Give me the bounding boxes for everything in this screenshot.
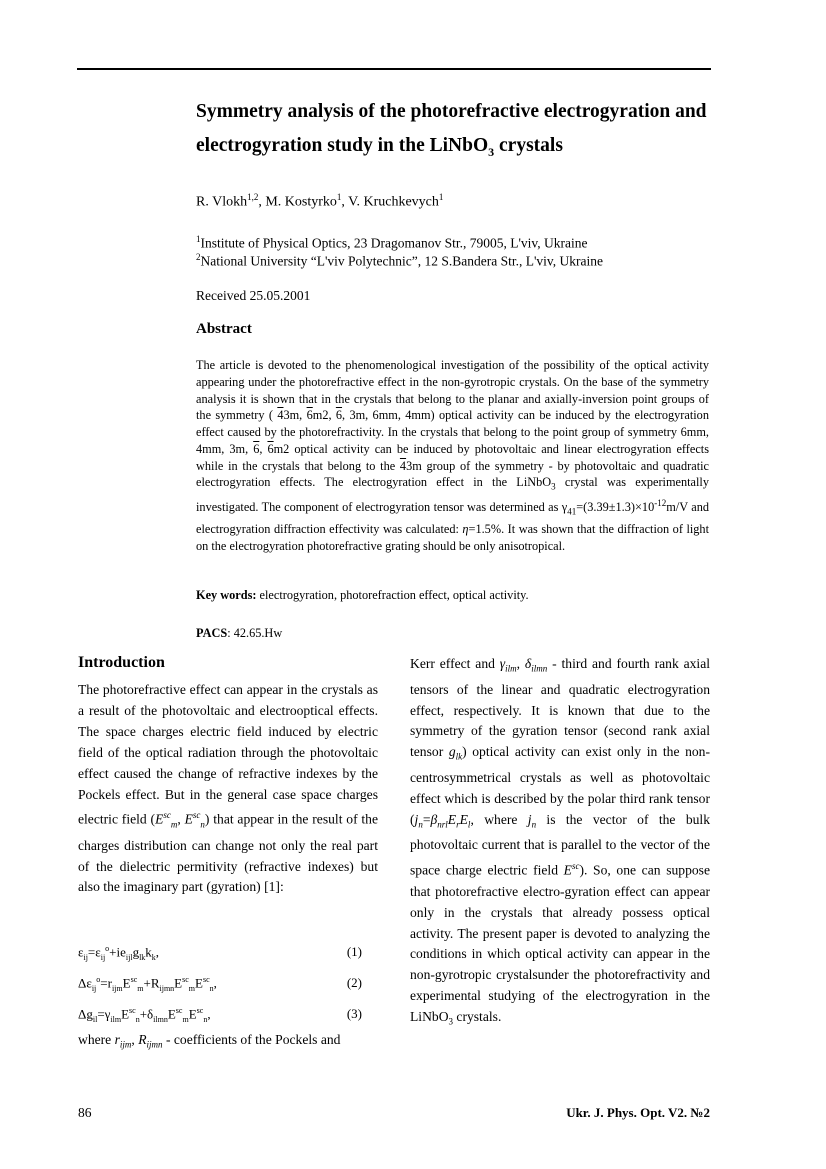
paper-title: Symmetry analysis of the photorefractive electrogyration and electrogyration study in the LiNbO$_3$ crystals bbox=[196, 101, 707, 159]
journal-reference: Ukr. J. Phys. Opt. V2. №2 bbox=[566, 1105, 710, 1120]
affiliation-1: $^1$Institute of Physical Optics, 23 Dragomanov Str., 79005, L'viv, Ukraine bbox=[196, 234, 588, 251]
equation-3: $\Delta g_{il}=\gamma_{ilm}E^{sc}_n+\delta_{ilmn}E^{sc}_mE^{sc}_n$, (3) bbox=[78, 1006, 362, 1024]
equation-3-number: (3) bbox=[346, 1006, 362, 1021]
equation-1: $\varepsilon_{ij}=\varepsilon_{ij}^o+ie_{ijl}g_{lk}k_k$, (1) bbox=[78, 944, 362, 962]
left-column-text: The photorefractive effect can appear in the crystals as a result of the photovoltaic and electrooptical effects. The space charges electric field induced by electric field of the optical radiation through the photovoltaic effect caused the change of refractive indexes by the Pockels effect. But in the general case space charges electric field ($E^{sc}_m$, $E^{sc}_n$) that appear in the result of the charges distribution can change not only the real part of the dielectric permitivity (refractive indexes) but also the imaginary part (gyration) [1]: bbox=[78, 682, 379, 895]
abstract-heading: Abstract bbox=[196, 321, 252, 337]
equation-1-number: (1) bbox=[346, 944, 362, 959]
header-rule bbox=[77, 68, 711, 70]
keywords: Key words: electrogyration, photorefraction effect, optical activity. bbox=[196, 588, 529, 602]
abstract-body: The article is devoted to the phenomenological investigation of the possibility of the optical activity appearing under the photorefractive effect in the non-gyrotropic crystals. On the base of the symmetry analysis it is shown that in the crystals that belong to the planar and axially-inversion point groups of the symmetry ( 43m, 6m2, 6, 3m, 6mm, 4mm) optical activity can be induced by the electrogyration effect caused by the photorefractivity. In the crystals that belong to the point group of symmetry 6mm, 4mm, 3m, 6, 6m2 optical activity can be induced by photovoltaic and linear electrogyration effects while in the crystals that belong to the 43m group of the symmetry - by photovoltaic and quadratic electrogyration effects. The electrogyration effect in the LiNbO$_3$ crystal was experimentally investigated. The component of electrogyration tensor was determined as $\gamma_{41}=(3.39\pm 1.3)\times 10^{-12}m/V$ and electrogyration diffraction effectivity was calculated: η=1.5%. It was shown that the diffraction of light on the electrogyration photorefractive grating should be only anisotropical. bbox=[196, 358, 710, 553]
affiliation-2: $^2$National University “L'viv Polytechnic”, 12 S.Bandera Str., L'viv, Ukraine bbox=[196, 252, 604, 269]
equation-2: $\Delta\varepsilon_{ij}^o=r_{ijm}E^{sc}_m+R_{ijmn}E^{sc}_mE^{sc}_n$, (2) bbox=[78, 975, 362, 993]
authors: R. Vlokh$^{1,2}$, M. Kostyrko$^1$, V. Kruchkevych$^1$ bbox=[196, 192, 444, 210]
left-column-tail: where $r_{ijm}$, $R_{ijmn}$ - coefficients of the Pockels and bbox=[78, 1032, 341, 1050]
introduction-heading: Introduction bbox=[78, 654, 165, 671]
equation-2-number: (2) bbox=[346, 975, 362, 990]
received-date: Received 25.05.2001 bbox=[196, 288, 311, 303]
right-column-text: Kerr effect and $\gamma_{ilm}$, $\delta_{ilmn}$ - third and fourth rank axial tensors of the linear and quadratic electrogyration effect, respectively. It is known that due to the symmetry of the gyration tensor (second rank axial tensor $g_{lk}$) optical activity can exist only in the non-centrosymmetrical crystals as well as photovoltaic effect which is described by the polar third rank tensor ($j_n=\beta_{nrl}E_rE_l$, where $j_n$ is the vector of the bulk photovoltaic current that is parallel to the vector of the space charge electric field $E^{sc}$). So, one can suppose that photorefractive electro-gyration effect can appear only in the crystals that already possess optical activity. The present paper is devoted to analyzing the conditions in which optical activity can appear in the non-gyrotropic crystalsunder the photorefractivity and experimental studying of the electrogyration in the LiNbO$_3$ crystals. bbox=[410, 656, 711, 1027]
pacs: PACS: 42.65.Hw bbox=[196, 626, 283, 640]
page-number: 86 bbox=[78, 1105, 92, 1120]
